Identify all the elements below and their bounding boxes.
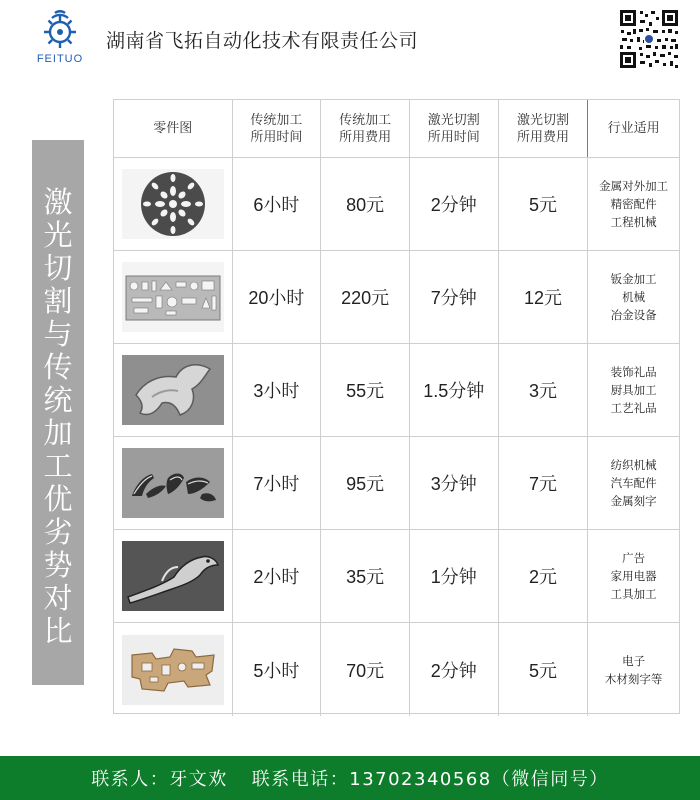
company-name: 湖南省飞拓自动化技术有限责任公司 [106, 30, 419, 52]
header-industry: 行业适用 [607, 121, 660, 136]
banner-title-char: 工 [43, 449, 73, 483]
banner-title-char: 加 [43, 416, 73, 450]
banner-title-char: 统 [43, 383, 73, 417]
industry-cell: 广告 家用电器 工具加工 [610, 551, 657, 601]
industry-cell: 装饰礼品 厨具加工 工艺礼品 [610, 365, 657, 415]
laser-time-cell: 1.5分钟 [410, 344, 499, 436]
curved-bracket-part-icon [122, 355, 224, 425]
laser-cost-cell: 5元 [499, 623, 589, 716]
laser-cost-cell: 7元 [499, 437, 589, 529]
banner-title-char: 激 [43, 185, 73, 219]
header-trad-cost: 传统加工 所用费用 [321, 100, 410, 157]
banner-title-char: 与 [43, 317, 73, 351]
contact-phone: 联系电话：13702340568（微信同号） [251, 769, 609, 790]
header-laser-time: 激光切割 所用时间 [410, 100, 499, 157]
laser-time-cell: 7分钟 [410, 251, 499, 343]
header-laser-cost: 激光切割 所用费用 [499, 100, 589, 157]
laser-cost-cell: 3元 [499, 344, 589, 436]
trad-time-cell: 7小时 [233, 437, 322, 529]
letter-cutout-part-icon [122, 448, 224, 518]
trad-cost-cell: 95元 [321, 437, 410, 529]
banner-title-char: 劣 [43, 515, 73, 549]
table-row [114, 530, 679, 623]
part-image-cell [114, 158, 233, 250]
table-row [114, 251, 679, 344]
industry-cell: 金属对外加工 精密配件 工程机械 [599, 179, 669, 229]
table-header-row [114, 100, 679, 158]
company-logo [30, 10, 90, 66]
logo-text: FEITUO [36, 53, 84, 65]
banner-title-char: 传 [43, 350, 73, 384]
part-image-cell [114, 530, 233, 622]
contact-person: 联系人：牙文欢 [91, 769, 228, 790]
banner-title-char: 割 [43, 284, 73, 318]
table-row [114, 158, 679, 251]
header-part-image: 零件图 [114, 100, 233, 157]
trad-cost-cell: 55元 [321, 344, 410, 436]
stencil-plate-part-icon [122, 262, 224, 332]
banner-title-char: 光 [43, 218, 73, 252]
trad-cost-cell: 80元 [321, 158, 410, 250]
table-row [114, 623, 679, 716]
trad-cost-cell: 70元 [321, 623, 410, 716]
laser-time-cell: 2分钟 [410, 158, 499, 250]
laser-time-cell: 3分钟 [410, 437, 499, 529]
trad-time-cell: 6小时 [233, 158, 322, 250]
dragon-cutout-part-icon [122, 541, 224, 611]
table-row [114, 437, 679, 530]
banner-title-char: 比 [43, 614, 73, 648]
qr-code-icon [618, 8, 680, 70]
banner-title-char: 优 [43, 482, 73, 516]
trad-time-cell: 20小时 [233, 251, 322, 343]
laser-time-cell: 2分钟 [410, 623, 499, 716]
flower-plate-part-icon [122, 169, 224, 239]
banner-title-char: 势 [43, 548, 73, 582]
industry-cell: 钣金加工 机械 冶金设备 [610, 272, 657, 322]
trad-time-cell: 3小时 [233, 344, 322, 436]
banner-title-char: 对 [43, 581, 73, 615]
trad-cost-cell: 220元 [321, 251, 410, 343]
laser-cost-cell: 2元 [499, 530, 589, 622]
industry-cell: 纺织机械 汽车配件 金属刻字 [610, 458, 657, 508]
laser-time-cell: 1分钟 [410, 530, 499, 622]
industry-cell: 电子 木材刻字等 [604, 653, 663, 686]
part-image-cell [114, 251, 233, 343]
gear-wifi-logo-icon [38, 10, 82, 50]
table-row [114, 344, 679, 437]
comparison-table [113, 99, 680, 714]
vertical-title-banner [32, 140, 84, 685]
header-trad-time: 传统加工 所用时间 [233, 100, 322, 157]
banner-title-char: 切 [43, 251, 73, 285]
part-image-cell [114, 623, 233, 716]
trad-cost-cell: 35元 [321, 530, 410, 622]
brass-frame-part-icon [122, 635, 224, 705]
laser-cost-cell: 12元 [499, 251, 589, 343]
part-image-cell [114, 344, 233, 436]
trad-time-cell: 2小时 [233, 530, 322, 622]
part-image-cell [114, 437, 233, 529]
laser-cost-cell: 5元 [499, 158, 589, 250]
contact-footer [0, 756, 700, 800]
trad-time-cell: 5小时 [233, 623, 322, 716]
